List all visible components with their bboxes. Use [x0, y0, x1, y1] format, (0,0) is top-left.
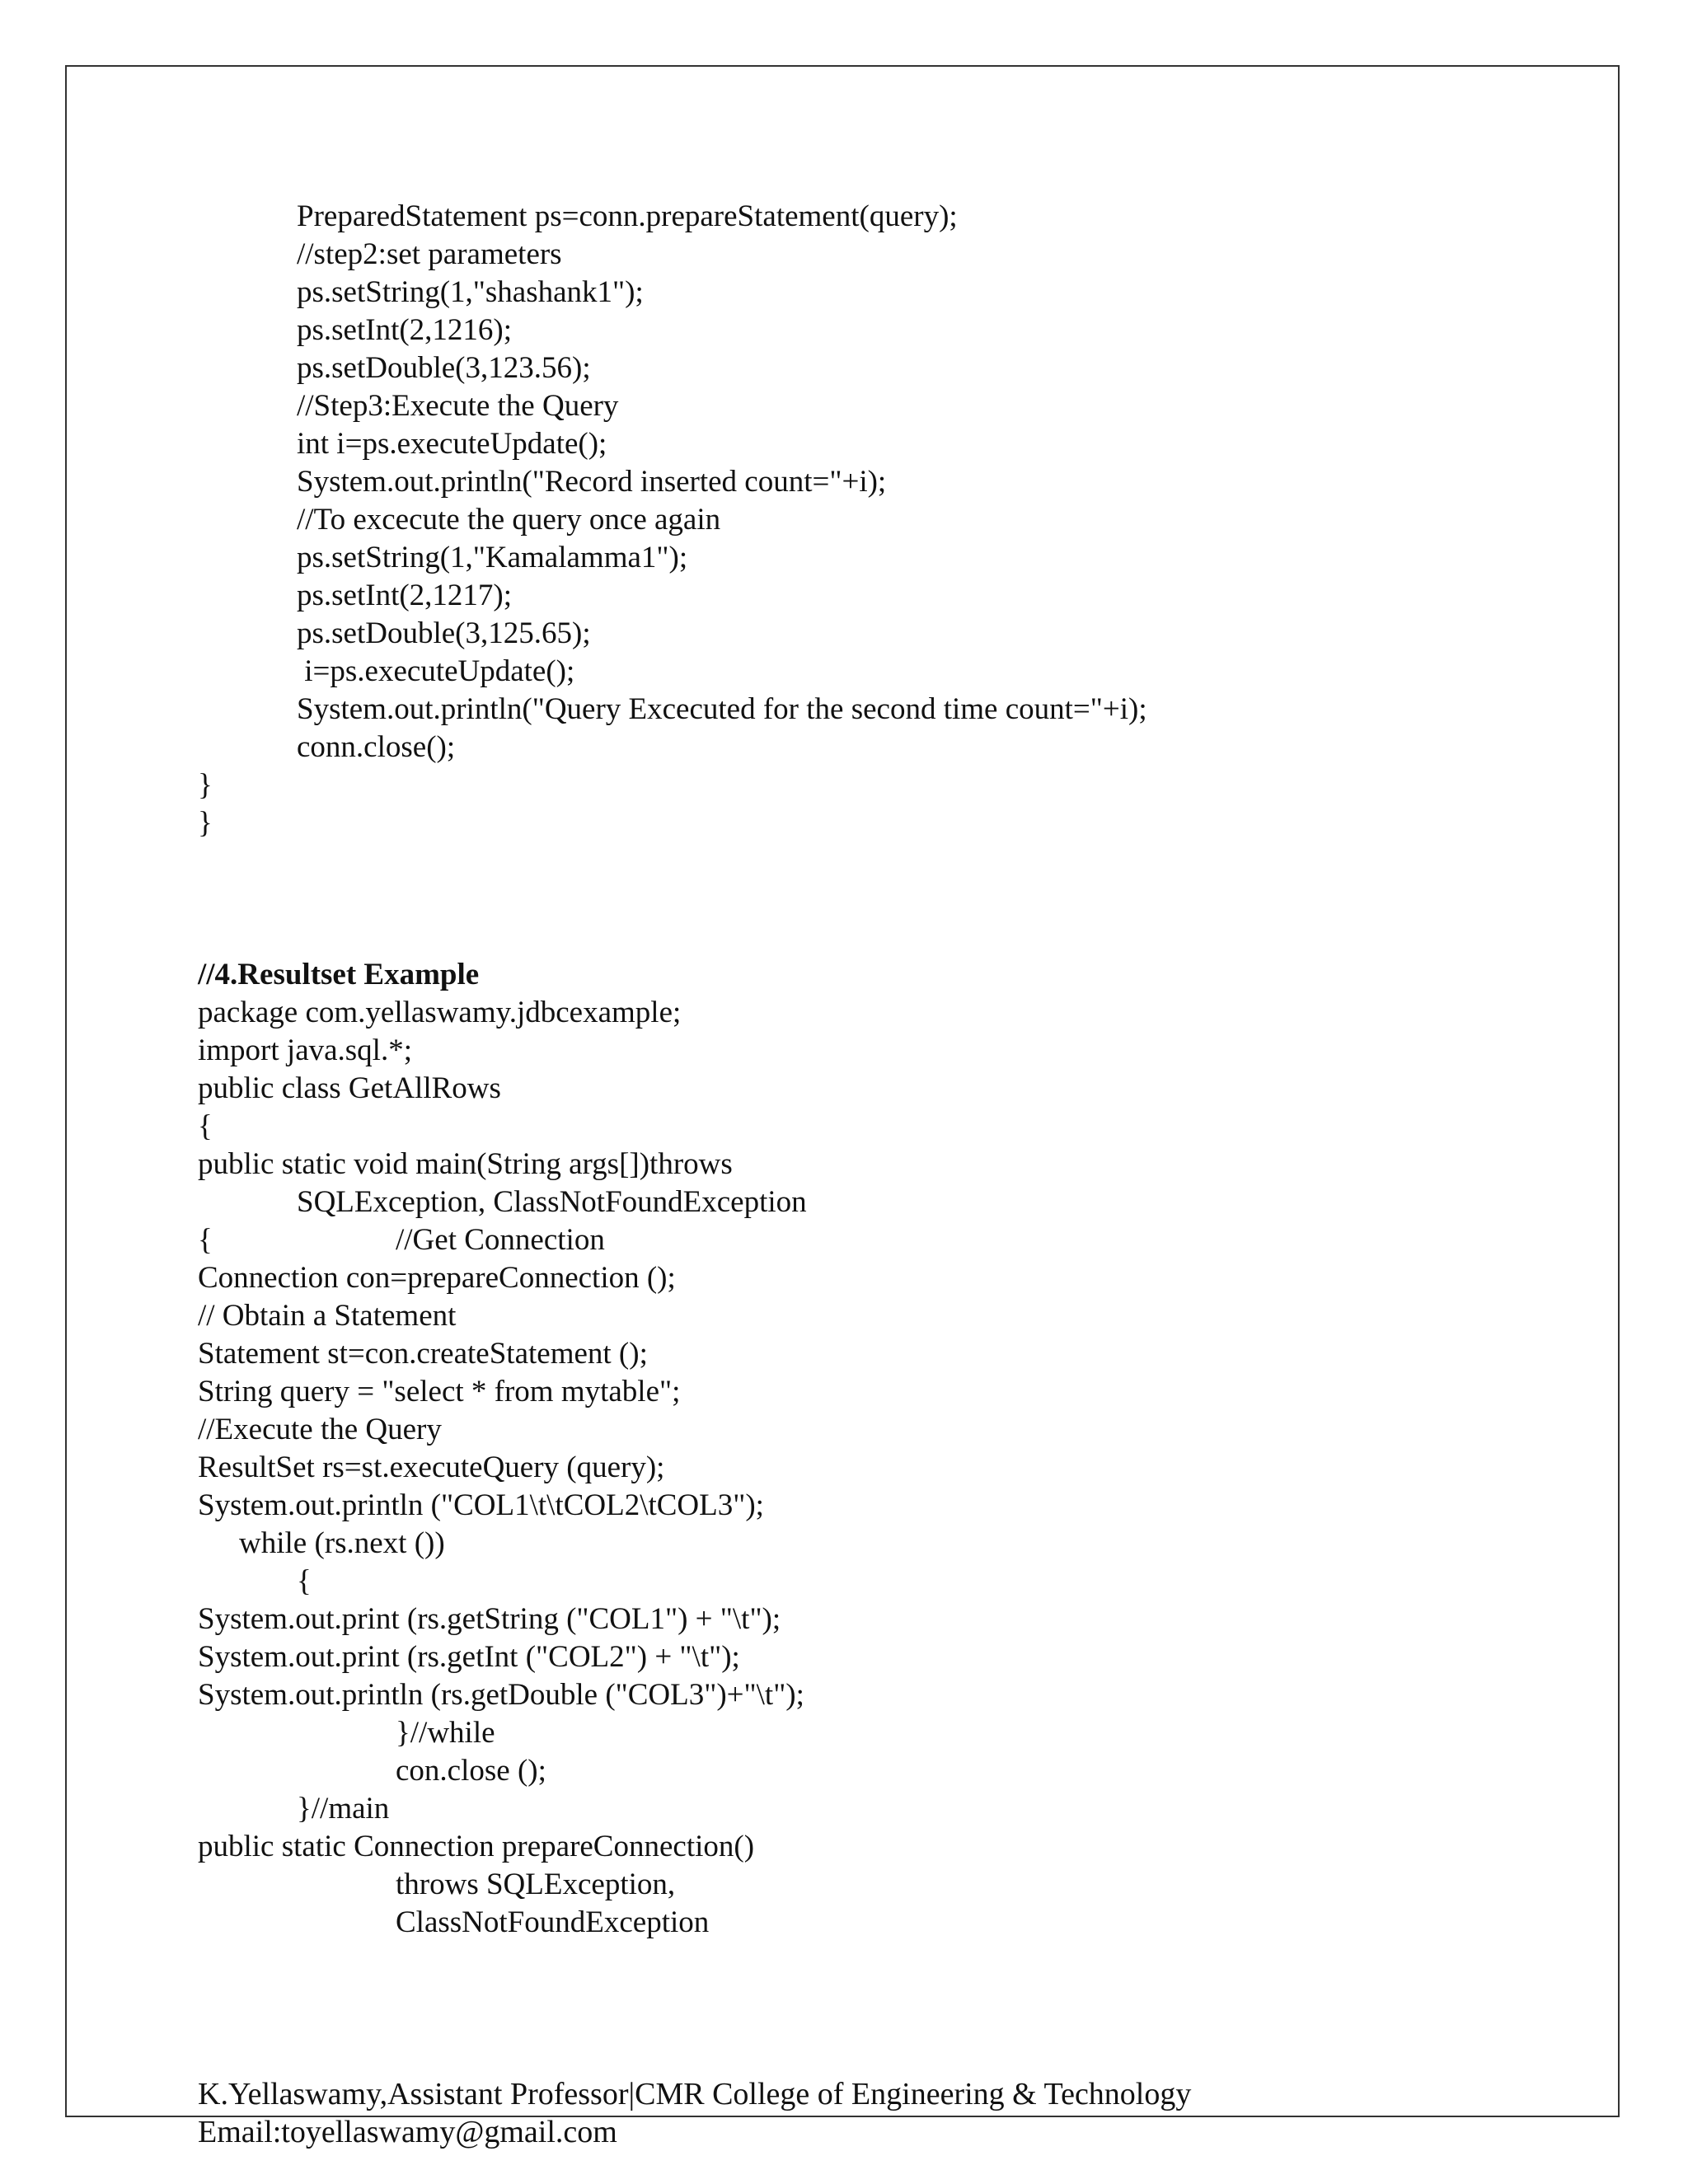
code-line: System.out.println ("COL1\t\tCOL2\tCOL3"); [198, 1488, 764, 1522]
code-line: } [198, 768, 213, 802]
code-line: ps.setDouble(3,123.56); [297, 351, 591, 385]
code-line: { [198, 1109, 213, 1143]
code-line: public static void main(String args[])throws [198, 1147, 733, 1181]
code-line: throws SQLException, [396, 1868, 676, 1901]
code-line: ResultSet rs=st.executeQuery (query); [198, 1451, 665, 1484]
code-line: conn.close(); [297, 730, 456, 764]
footer-author-line: K.Yellaswamy,Assistant Professor|CMR College of Engineering & Technology [198, 2077, 1192, 2111]
code-line: System.out.println (rs.getDouble ("COL3")+"\t"); [198, 1678, 804, 1712]
code-line: con.close (); [396, 1754, 546, 1788]
footer-email-line: Email:toyellaswamy@gmail.com [198, 2115, 617, 2149]
code-line: System.out.print (rs.getInt ("COL2") + "\t"); [198, 1640, 740, 1674]
code-line: { [297, 1564, 312, 1598]
code-line: ps.setInt(2,1216); [297, 313, 513, 347]
code-line: String query = "select * from mytable"; [198, 1375, 681, 1408]
code-line: //Step3:Execute the Query [297, 389, 619, 423]
code-line: System.out.println("Record inserted count="+i); [297, 465, 887, 499]
code-line: Statement st=con.createStatement (); [198, 1337, 648, 1371]
code-line: i=ps.executeUpdate(); [297, 654, 575, 688]
code-line: }//main [297, 1792, 390, 1825]
code-line: System.out.print (rs.getString ("COL1") + "\t"); [198, 1602, 781, 1636]
code-line: public static Connection prepareConnection() [198, 1830, 755, 1863]
code-line: System.out.println("Query Excecuted for the second time count="+i); [297, 692, 1147, 726]
code-line: ps.setString(1,"Kamalamma1"); [297, 541, 688, 574]
code-line: package com.yellaswamy.jdbcexample; [198, 996, 682, 1029]
section-heading: //4.Resultset Example [198, 958, 480, 991]
code-comment: //Get Connection [396, 1223, 605, 1257]
code-line: SQLException, ClassNotFoundException [297, 1185, 807, 1219]
code-line: //Execute the Query [198, 1413, 442, 1446]
code-line: { [198, 1223, 213, 1257]
code-line: ClassNotFoundException [396, 1905, 710, 1939]
code-line: while (rs.next ()) [239, 1526, 445, 1560]
code-line: public class GetAllRows [198, 1071, 501, 1105]
code-line: ps.setString(1,"shashank1"); [297, 275, 644, 309]
code-line: Connection con=prepareConnection (); [198, 1261, 676, 1295]
code-line: ps.setInt(2,1217); [297, 579, 513, 612]
code-line: // Obtain a Statement [198, 1299, 457, 1333]
code-line: } [198, 806, 213, 840]
code-line: int i=ps.executeUpdate(); [297, 427, 607, 461]
code-line: PreparedStatement ps=conn.prepareStatement(query); [297, 199, 958, 233]
code-line: //To excecute the query once again [297, 503, 721, 537]
code-line: import java.sql.*; [198, 1033, 412, 1067]
code-line: //step2:set parameters [297, 237, 562, 271]
code-line: ps.setDouble(3,125.65); [297, 616, 591, 650]
code-line: }//while [396, 1716, 495, 1750]
